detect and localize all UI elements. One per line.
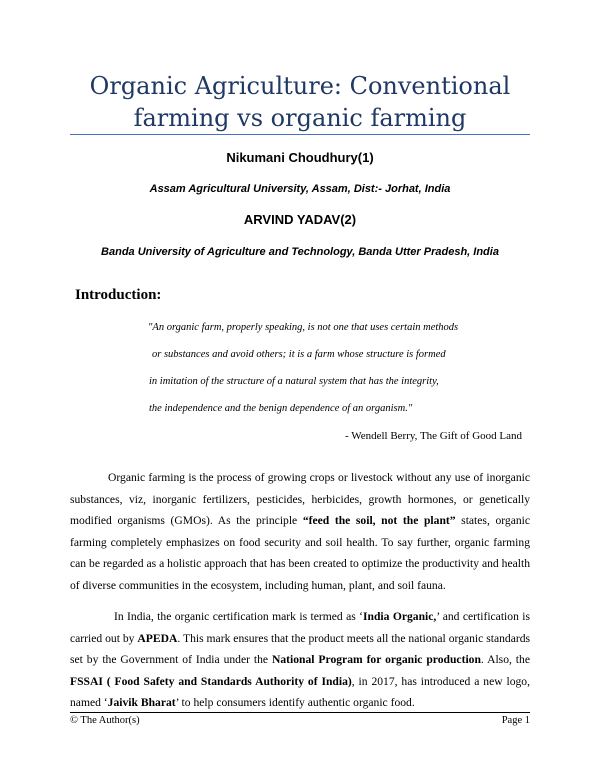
intro-paragraph-1: [70, 467, 530, 596]
epigraph-line-2: or substances and avoid others; it is a farm whose structure is formed: [152, 349, 446, 360]
epigraph-line-3: in imitation of the structure of a natural system that has the integrity,: [149, 376, 439, 387]
text-run: states, organic farming completely emphasizes on food security and soil health. To say further, organic farming can be regarded as a holistic approach that has been created to optimize the productivity and health of diverse communities in the ecosystem, including human, plant, and soil fauna.: [70, 514, 531, 592]
epigraph-line-4: the independence and the benign dependence of an organism.": [149, 403, 413, 414]
author-2-name: ARVIND YADAV(2): [243, 212, 357, 227]
epigraph-attribution: - Wendell Berry, The Gift of Good Land: [344, 430, 522, 442]
author-1-name: Nikumani Choudhury(1): [226, 150, 374, 165]
text-run: . Also, the: [480, 653, 530, 666]
text-run: , in 2017, has introduced a new logo, named ‘: [70, 674, 531, 709]
intro-paragraph-2: [70, 606, 530, 714]
bold-phrase-principle: “feed the soil, not the plant”: [302, 514, 456, 527]
title-underline: [70, 134, 530, 135]
footer-copyright: © The Author(s): [70, 715, 140, 726]
text-run: Organic farming is the process of growing crops or livestock without any use of inorganic substances, viz, inorganic fertilizers, pesticides, herbicides, growth hormones, or genetically modified organisms (GMOs). As the principle: [70, 471, 530, 527]
footer-rule: [70, 712, 530, 713]
author-1-affiliation: Assam Agricultural University, Assam, Dist:- Jorhat, India: [149, 183, 451, 195]
text-run: . This mark ensures that the product meets all the national organic standards set by the Government of India under the: [70, 631, 531, 666]
footer-page-number: Page 1: [501, 715, 530, 726]
text-run: ’ and certification is carried out by: [70, 610, 530, 645]
text-run: In India, the organic certification mark is termed as ‘: [114, 610, 363, 623]
section-heading-introduction: Introduction:: [75, 287, 162, 303]
paper-title: Organic Agriculture: Conventional farming vs organic farming: [89, 72, 511, 132]
text-run: ’ to help consumers identify authentic organic food.: [175, 696, 415, 709]
bold-term-fssai: FSSAI ( Food Safety and Standards Authority of India): [70, 674, 352, 688]
bold-term-apeda: APEDA: [137, 631, 178, 645]
bold-term-jaivik-bharat: Jaivik Bharat: [107, 696, 176, 709]
bold-term-npop: National Program for organic production: [272, 653, 481, 666]
author-2-affiliation: Banda University of Agriculture and Technology, Banda Utter Pradesh, India: [101, 246, 499, 258]
bold-term-india-organic: India Organic,: [363, 610, 437, 623]
epigraph-line-1: "An organic farm, properly speaking, is not one that uses certain methods: [148, 322, 459, 333]
